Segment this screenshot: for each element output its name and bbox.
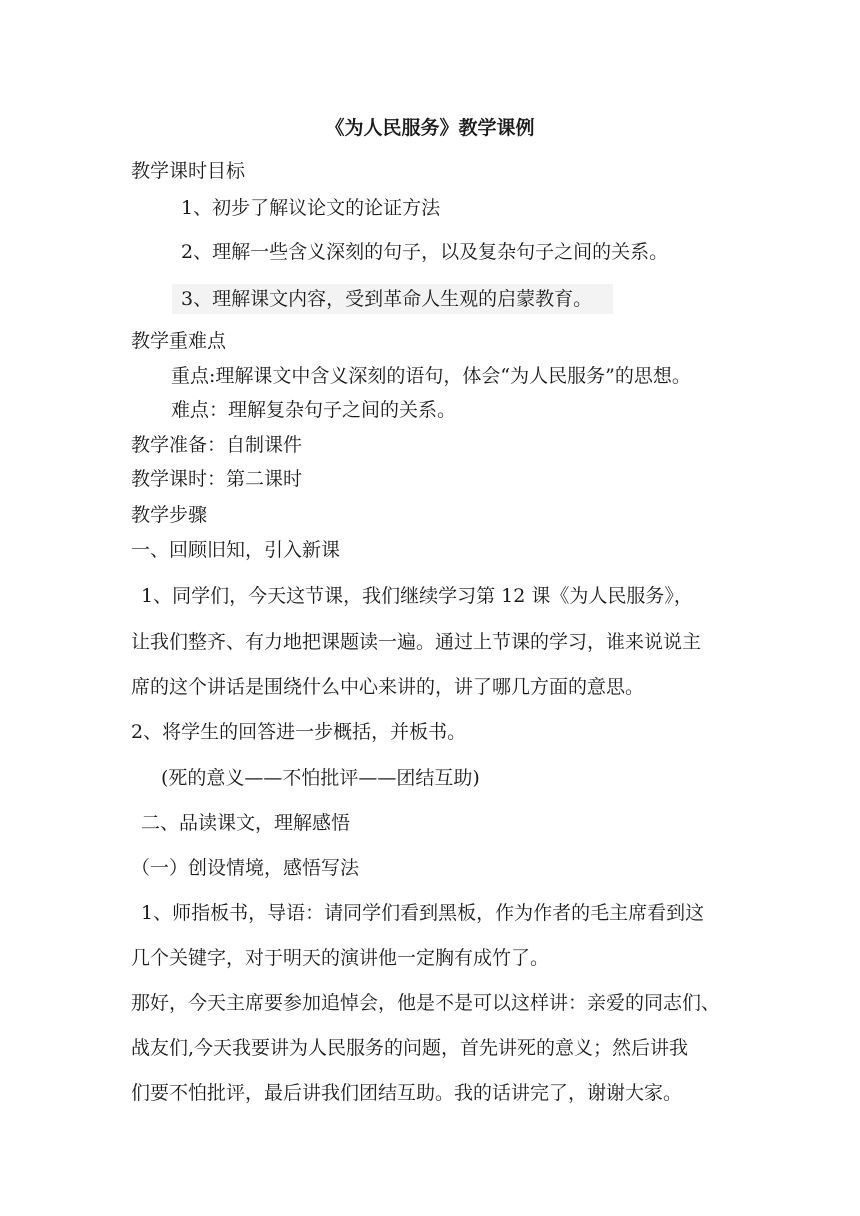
paragraph-line: 那好，今天主席要参加追悼会，他是不是可以这样讲：亲爱的同志们、	[131, 992, 721, 1014]
section-heading-steps: 教学步骤	[131, 504, 208, 526]
section-heading-key-points: 教学重难点	[131, 330, 227, 352]
paragraph-line: 几个关键字，对于明天的演讲他一定胸有成竹了。	[131, 947, 550, 969]
teaching-period: 教学课时：第二课时	[131, 468, 303, 490]
difficult-point: 难点：理解复杂句子之间的关系。	[171, 399, 457, 421]
step-heading-2: 二、品读课文，理解感悟	[141, 812, 351, 834]
sub-heading-1: （一）创设情境，感悟写法	[131, 857, 360, 879]
paragraph-line: 战友们,今天我要讲为人民服务的问题，首先讲死的意义；然后讲我	[131, 1037, 689, 1059]
key-point: 重点:理解课文中含义深刻的语句，体会“为人民服务”的思想。	[171, 365, 691, 387]
paragraph-line: 1、师指板书，导语：请同学们看到黑板，作为作者的毛主席看到这	[141, 902, 705, 924]
goal-item-2: 2、理解一些含义深刻的句子，以及复杂句子之间的关系。	[181, 241, 669, 263]
paragraph-line: 2、将学生的回答进一步概括，并板书。	[131, 721, 467, 743]
section-heading-goals: 教学课时目标	[131, 160, 246, 182]
paragraph-line: 们要不怕批评，最后讲我们团结互助。我的话讲完了，谢谢大家。	[131, 1082, 683, 1104]
paragraph-line: 1、同学们，今天这节课，我们继续学习第 12 课《为人民服务》，	[141, 585, 693, 607]
goal-item-1: 1、初步了解议论文的论证方法	[181, 197, 441, 219]
goal-item-3: 3、理解课文内容，受到革命人生观的启蒙教育。	[181, 288, 593, 310]
teaching-preparation: 教学准备：自制课件	[131, 434, 303, 456]
board-writing: (死的意义——不怕批评——团结互助)	[161, 767, 480, 789]
step-heading-1: 一、回顾旧知，引入新课	[131, 539, 341, 561]
document-title: 《为人民服务》教学课例	[325, 117, 535, 139]
paragraph-line: 席的这个讲话是围绕什么中心来讲的，讲了哪几方面的意思。	[131, 676, 645, 698]
paragraph-line: 让我们整齐、有力地把课题读一遍。通过上节课的学习，谁来说说主	[131, 631, 702, 653]
